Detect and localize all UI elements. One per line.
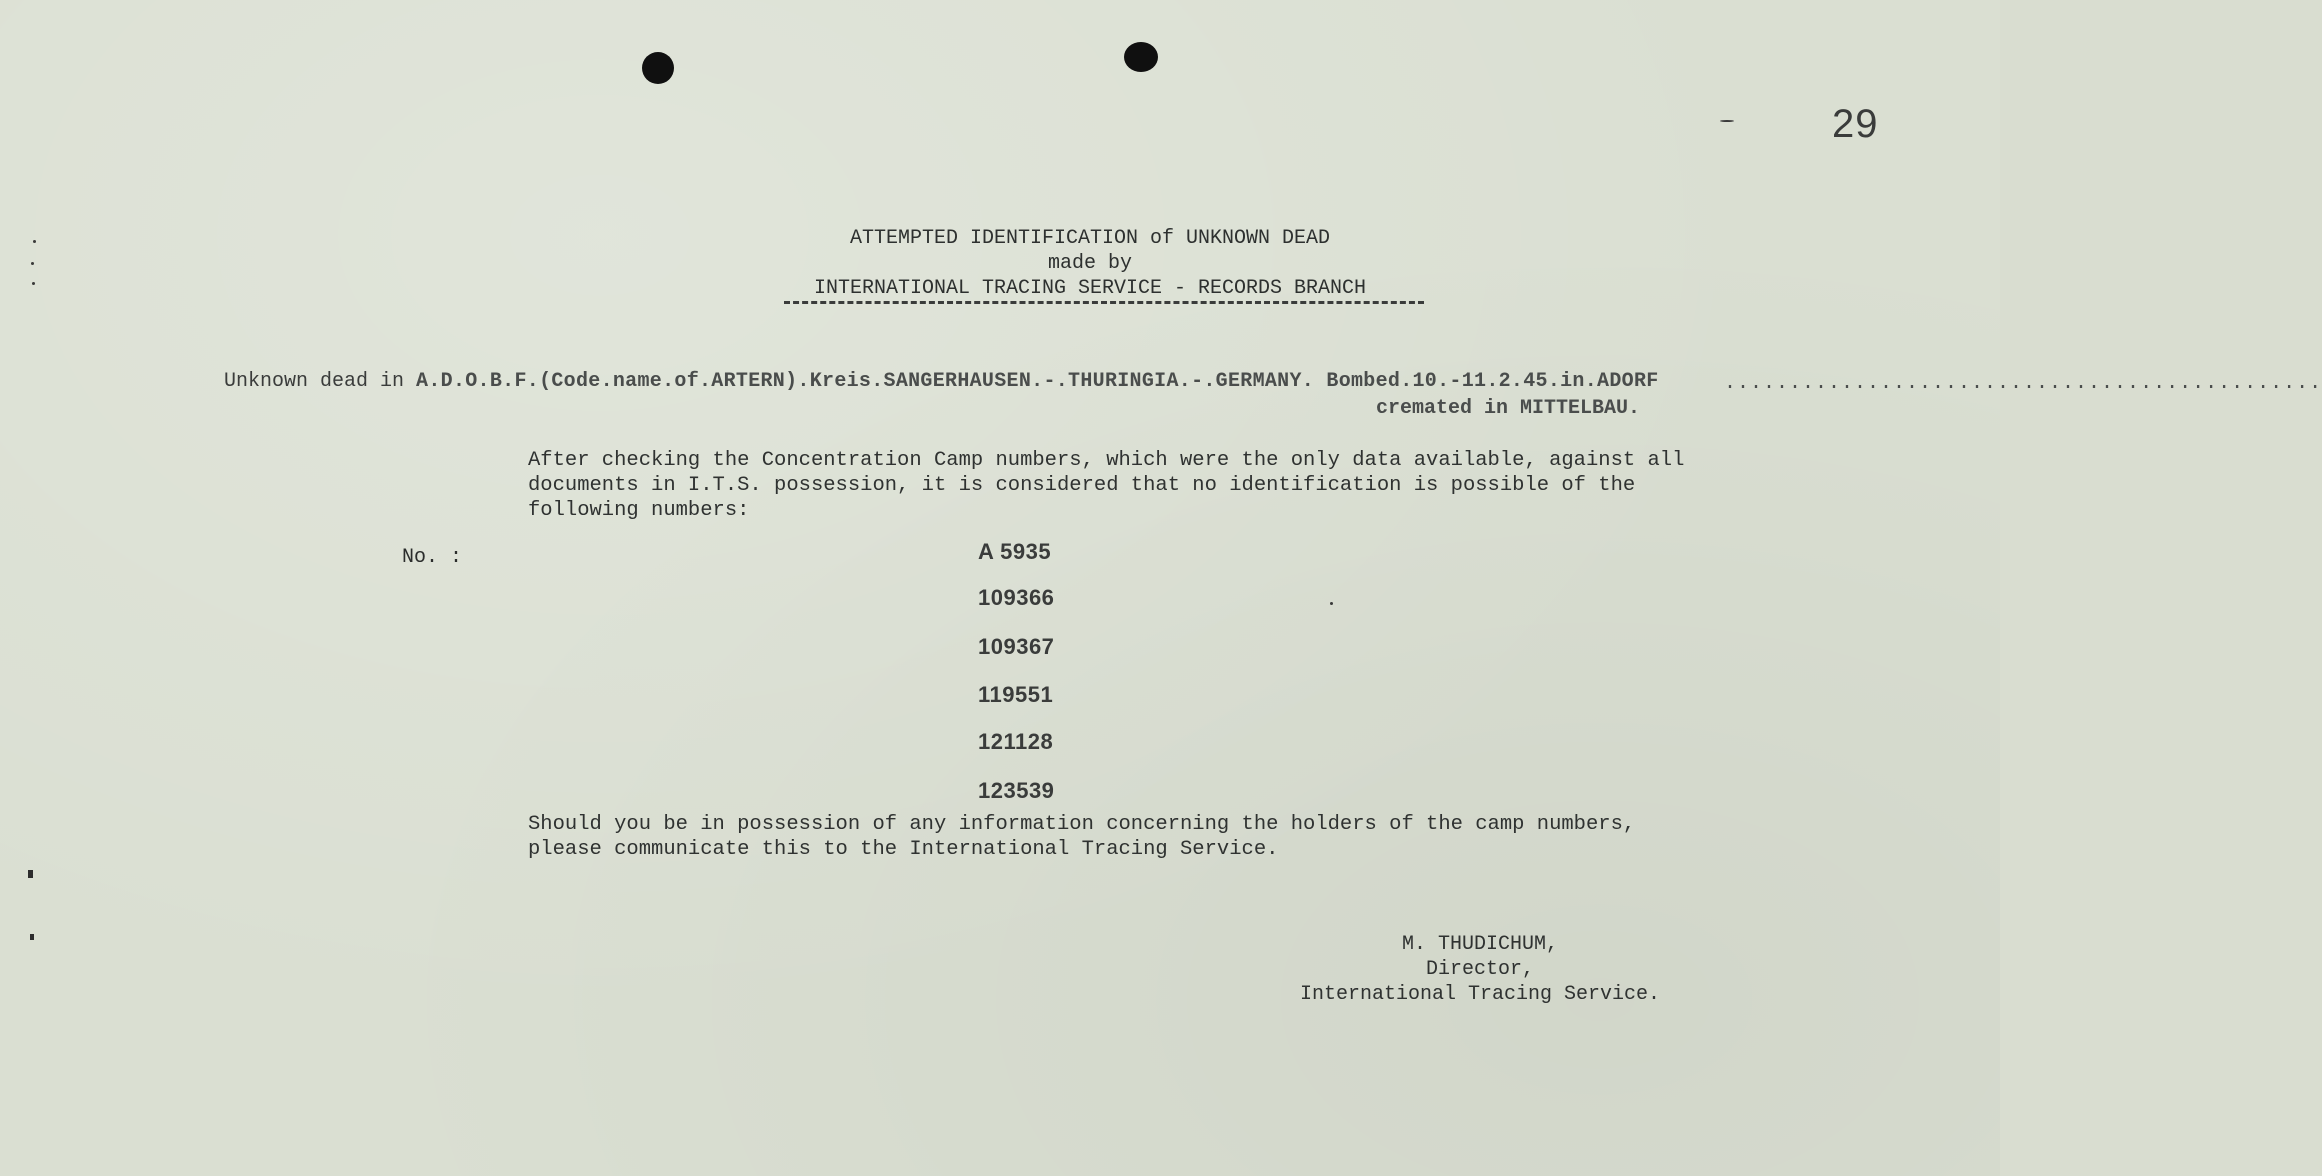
- camp-number: 119551: [978, 682, 1054, 707]
- camp-number: 123539: [978, 778, 1055, 803]
- signatory-title: Director,: [1425, 958, 1535, 981]
- closing-paragraph: Should you be in possession of any information concerning the holders of the camp numbers, please communicate this to the International Tracing Service.: [528, 813, 1636, 861]
- dotted-leader: ..............................................: [1724, 372, 2322, 395]
- margin-mark: [30, 934, 34, 940]
- header-organization: INTERNATIONAL TRACING SERVICE - RECORDS BRANCH: [813, 277, 1367, 300]
- signatory-organization: International Tracing Service.: [1299, 983, 1661, 1006]
- unknown-dead-line: [224, 370, 1659, 393]
- page-number: 29: [1832, 102, 1879, 146]
- header-dashed-rule: [784, 301, 1424, 304]
- camp-number: A 5935: [978, 539, 1052, 564]
- camp-number: 109367: [978, 634, 1055, 659]
- intro-paragraph: After checking the Concentration Camp numbers, which were the only data available, against all documents in I.T.S. possession, it is considered that no identification is possible of the following numbers:: [528, 449, 1685, 522]
- header-subtitle: made by: [1047, 252, 1132, 275]
- unknown-dead-location: A.D.O.B.F.(Code.name.of.ARTERN).Kreis.SANGERHAUSEN.-.THURINGIA.-.GERMANY. Bombed.10.-11.2.45.in.ADORF: [416, 370, 1659, 393]
- unknown-dead-label: Unknown dead in: [224, 370, 405, 393]
- margin-speck: [32, 282, 35, 285]
- punch-hole-right: [1124, 42, 1158, 72]
- signature-block: [1200, 932, 1760, 1007]
- header-title: ATTEMPTED IDENTIFICATION of UNKNOWN DEAD: [849, 227, 1331, 250]
- camp-number: 121128: [978, 729, 1054, 754]
- document-header: [700, 226, 1480, 301]
- paper-speck: [1330, 602, 1333, 605]
- signatory-name: M. THUDICHUM,: [1401, 933, 1559, 956]
- punch-hole-left: [642, 52, 674, 84]
- margin-speck: [31, 262, 34, 265]
- pencil-dash-mark: [1720, 120, 1734, 122]
- margin-mark: [28, 870, 33, 878]
- camp-number: 109366: [978, 585, 1055, 610]
- margin-speck: [33, 240, 36, 243]
- numbers-label: No. :: [402, 546, 463, 569]
- cremated-location: cremated in MITTELBAU.: [1376, 397, 1641, 420]
